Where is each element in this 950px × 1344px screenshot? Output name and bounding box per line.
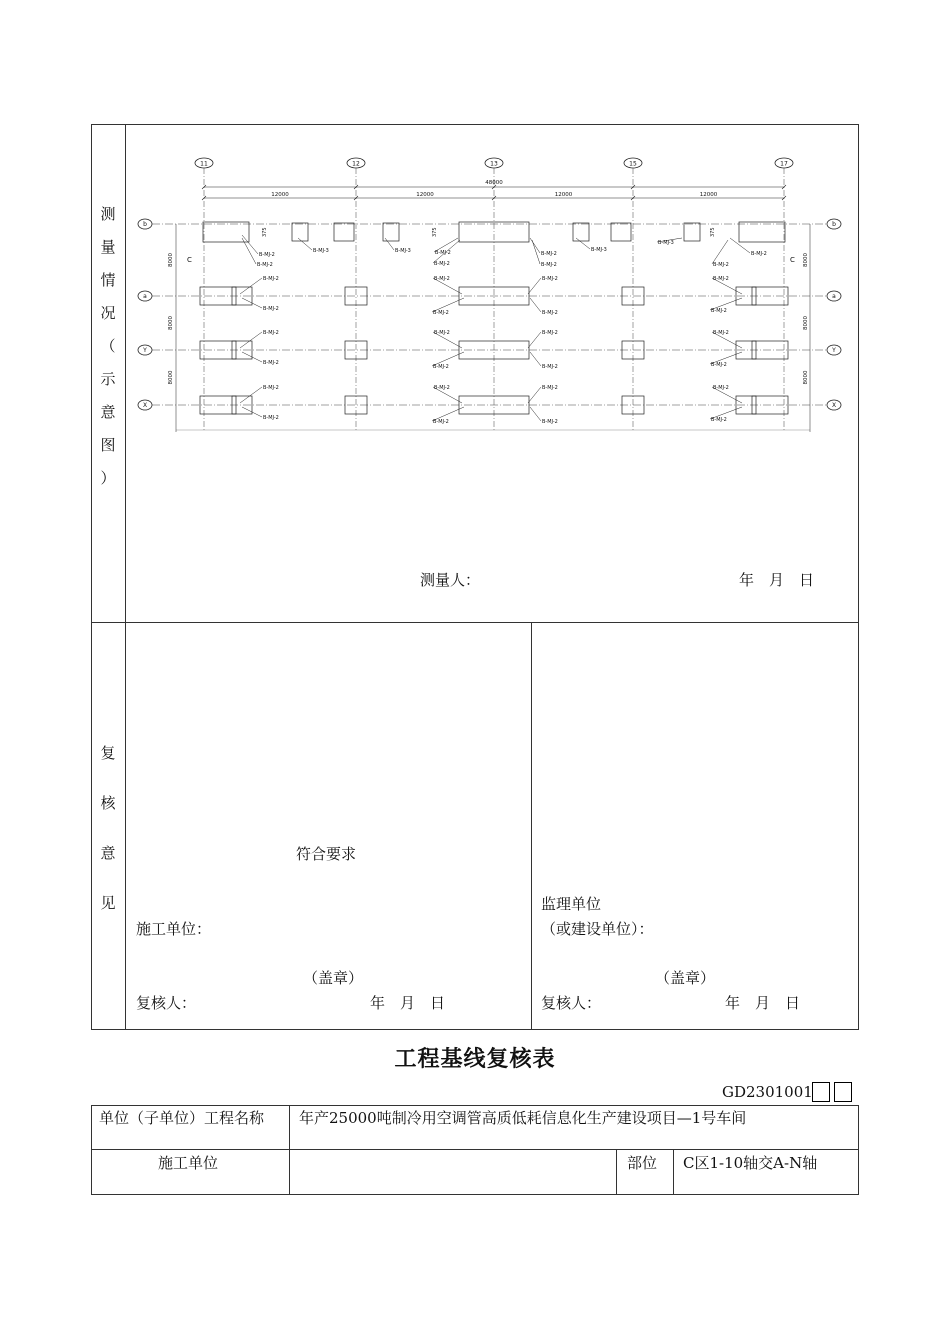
span-dimension-text: 12000: [554, 192, 573, 198]
row-axis-label-left: b: [143, 221, 147, 228]
pile-label-leader: [240, 332, 262, 348]
pile-label-leader: [576, 238, 590, 249]
pile-label: B-MJ-2: [263, 415, 279, 421]
pile-label: B-MJ-2: [711, 308, 727, 314]
pile-label-leader: [530, 238, 540, 253]
measurer-label: 测量人：: [420, 571, 481, 589]
foundation-pad: [739, 222, 785, 242]
row-dimension-text-left: 8000: [168, 253, 174, 267]
pile-label: B-MJ-2: [263, 276, 279, 282]
row-axis-label-left: a: [143, 293, 147, 300]
pile-label: B-MJ-2: [263, 360, 279, 366]
table-col-divider-location: [616, 1149, 617, 1195]
row-axis-label-left: Y: [143, 347, 147, 354]
row-dimension-text-right: 8000: [803, 316, 809, 330]
column-axis-label: 12: [352, 160, 360, 168]
review-column-divider: [531, 622, 532, 1030]
pile-label: B-MJ-2: [542, 364, 558, 370]
measurement-label-char: （: [100, 337, 116, 355]
pile-label: B-MJ-2: [542, 276, 558, 282]
pile-label-leader: [385, 238, 394, 250]
pile-label: B-MJ-2: [263, 330, 279, 336]
measurement-label-char: 情: [100, 271, 116, 289]
contractor-review-date: 年 月 日: [370, 994, 446, 1012]
pile-label-leader: [528, 387, 541, 403]
project-name-label: 单位（子单位）工程名称: [99, 1109, 265, 1127]
total-dimension-text: 48000: [485, 180, 503, 186]
pile-label-leader: [528, 278, 541, 294]
pile-label: B-MJ-3: [658, 240, 674, 246]
pile-label: B-MJ-2: [257, 262, 273, 268]
review-label-char: 见: [100, 894, 116, 912]
pile-label: B-MJ-2: [713, 385, 729, 391]
pile-label: B-MJ-2: [433, 364, 449, 370]
code-checkbox-1[interactable]: [812, 1082, 830, 1102]
contractor-unit-label: 施工单位：: [136, 920, 212, 938]
pile-label-leader: [298, 238, 312, 250]
row-dimension-text-right: 8000: [803, 370, 809, 385]
measurement-label-char: 意: [100, 403, 116, 421]
measurement-label-char: ）: [100, 469, 116, 487]
pile-label: B-MJ-2: [713, 276, 729, 282]
column-axis-label: 11: [200, 160, 208, 168]
location-value: C区1-10轴交A-N轴: [683, 1154, 818, 1172]
row-axis-label-right: X: [831, 402, 837, 409]
row-dimension-text-right: 8000: [803, 253, 809, 267]
column-axis-label: 17: [780, 160, 788, 168]
pile-label: B-MJ-3: [313, 248, 329, 254]
row-axis-label-right: b: [832, 221, 836, 228]
pile-label: B-MJ-2: [435, 250, 451, 256]
pile-label: B-MJ-2: [713, 330, 729, 336]
pile-label: B-MJ-2: [541, 262, 557, 268]
supervisor-review-date: 年 月 日: [725, 994, 801, 1012]
review-conclusion: 符合要求: [296, 845, 357, 863]
pile-label-leader: [528, 332, 541, 348]
row-dimension-text-left: 8000: [168, 370, 174, 385]
span-dimension-text: 12000: [271, 192, 289, 198]
project-name-value: 年产25000吨制冷用空调管高质低耗信息化生产建设项目—1号车间: [299, 1109, 747, 1127]
table-row-divider: [91, 1149, 859, 1150]
column-axis-label: 15: [629, 160, 637, 168]
contractor-seal: （盖章）: [303, 969, 364, 987]
pile-label: B-MJ-2: [542, 330, 558, 336]
row-axis-label-right: Y: [832, 347, 836, 354]
pile-label: B-MJ-3: [591, 247, 607, 253]
pile-label: B-MJ-2: [263, 385, 279, 391]
foundation-pad: [292, 223, 308, 241]
pile-label: B-MJ-2: [434, 385, 450, 391]
pile-label: B-MJ-2: [711, 362, 727, 368]
section-mark-left: C: [187, 256, 192, 264]
foundation-pad: [611, 223, 631, 241]
pile-label-leader: [530, 407, 541, 421]
span-dimension-text: 12000: [699, 192, 718, 198]
review-label-char: 复: [100, 744, 116, 762]
pile-label: B-MJ-2: [433, 310, 449, 316]
pile-label: B-MJ-2: [713, 262, 729, 268]
pile-label-leader: [730, 238, 750, 253]
form-code: GD2301001: [722, 1083, 813, 1101]
measurement-label-char: 量: [100, 238, 116, 256]
pile-label: B-MJ-2: [434, 330, 450, 336]
supervisor-seal: （盖章）: [655, 969, 716, 987]
review-section: [91, 622, 859, 1030]
pile-label-leader: [712, 240, 728, 264]
pile-label-leader: [530, 352, 541, 366]
pile-label: B-MJ-2: [263, 306, 279, 312]
contractor-reviewer-label: 复核人：: [136, 994, 197, 1012]
supervisor-reviewer-label: 复核人：: [541, 994, 602, 1012]
pile-label-leader: [240, 387, 262, 403]
small-dimension-text: 375: [262, 227, 268, 237]
baseline-sketch-drawing: [130, 140, 855, 435]
foundation-pad: [334, 223, 354, 241]
row-dimension-text-left: 8000: [168, 316, 174, 330]
pile-label-leader: [530, 298, 541, 312]
pile-label: B-MJ-2: [751, 251, 767, 257]
measurement-label-char: 示: [100, 370, 116, 388]
pile-label: B-MJ-2: [541, 251, 557, 257]
pile-label: B-MJ-2: [434, 276, 450, 282]
contractor-label: 施工单位: [158, 1154, 219, 1172]
form-title: 工程基线复核表: [394, 1047, 556, 1072]
column-axis-label: 13: [490, 160, 498, 168]
pile-label: B-MJ-2: [711, 417, 727, 423]
pile-label: B-MJ-2: [434, 261, 450, 267]
supervisor-unit-label-alt: （或建设单位）：: [541, 920, 654, 938]
supervisor-unit-label: 监理单位: [541, 895, 602, 913]
measurement-label-char: 图: [100, 436, 116, 454]
table-col-divider: [289, 1105, 290, 1195]
pile-label: B-MJ-2: [259, 252, 275, 258]
pile-label: B-MJ-2: [542, 419, 558, 425]
review-label-char: 核: [100, 794, 116, 812]
row-axis-label-right: a: [832, 293, 836, 300]
pile-label: B-MJ-2: [542, 310, 558, 316]
measurement-label-char: 况: [100, 304, 116, 322]
foundation-pad: [684, 223, 700, 241]
location-label: 部位: [627, 1154, 658, 1172]
code-checkbox-2[interactable]: [834, 1082, 852, 1102]
foundation-pad: [573, 223, 589, 241]
pile-label: B-MJ-2: [433, 419, 449, 425]
pile-label: B-MJ-3: [395, 248, 411, 254]
section-mark-right: C: [790, 256, 795, 264]
pile-label-leader: [240, 278, 262, 294]
row-axis-label-left: X: [142, 402, 148, 409]
measurement-date: 年 月 日: [739, 571, 815, 589]
foundation-pad: [203, 222, 249, 242]
span-dimension-text: 12000: [416, 192, 434, 198]
measurement-label-char: 测: [100, 205, 116, 223]
pile-label-leader: [242, 235, 258, 254]
small-dimension-text: 375: [710, 227, 716, 237]
table-col-divider-location-value: [673, 1149, 674, 1195]
pile-label: B-MJ-2: [542, 385, 558, 391]
small-dimension-text: 375: [432, 227, 438, 237]
review-label-char: 意: [100, 844, 116, 862]
pile-label-leader: [532, 240, 540, 264]
